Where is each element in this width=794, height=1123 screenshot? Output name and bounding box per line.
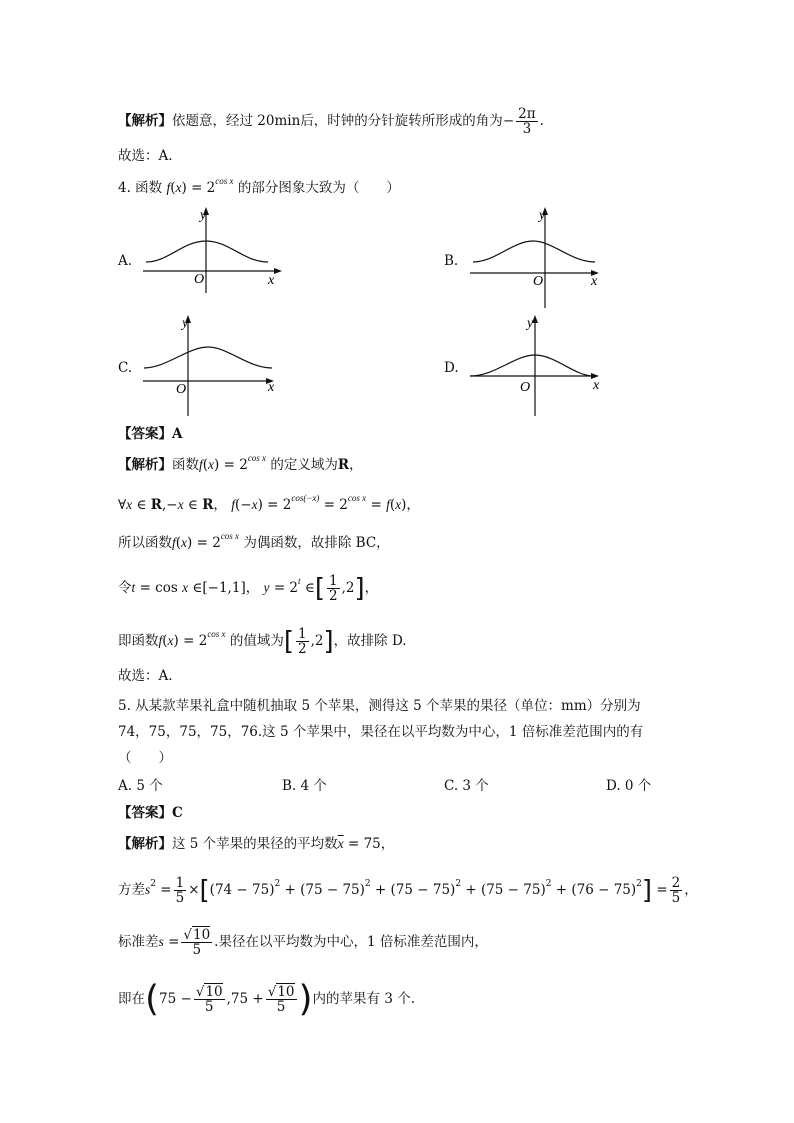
svg-text:x: x [268, 380, 275, 395]
option-a-label: A. [118, 253, 133, 269]
q4-analysis-3: 所以函数$f(x) = 2^{cos x}$ 为偶函数，故排除 BC， [118, 531, 390, 551]
svg-text:O: O [194, 272, 205, 287]
fraction: $\frac{2\pi}{3}$ [518, 106, 536, 137]
svg-text:y: y [539, 208, 546, 223]
q4-analysis-2: ∀x ∈ R,−x ∈ R， $f(-x) = 2^{cos(-x)} = 2^{cos x} = f(x)$， [118, 493, 420, 513]
q4-stem: 4. 函数 $f(x) = 2^{cos x}$ 的部分图象大致为（ ） [118, 176, 400, 196]
svg-text:x: x [591, 274, 598, 289]
q3-analysis: 【解析】依题意，经过 20min后，时钟的分针旋转所形成的角为− $\frac{2\pi}{3}$ . [118, 106, 544, 137]
svg-text:O: O [176, 382, 187, 397]
q4-analysis-4: 令t = cos x ∈[−1,1]， $y = 2^t$ ∈[ $\frac{1}{2}$ ,2]， [118, 573, 379, 604]
svg-text:y: y [527, 316, 534, 331]
svg-text:y: y [200, 208, 207, 223]
q5-analysis-1: 【解析】这 5 个苹果的果径的平均数$\overline{x} = 75$， [118, 836, 395, 852]
graph-a [138, 205, 288, 295]
option-c-label: C. [118, 360, 133, 376]
option-d-label: D. [444, 360, 459, 376]
svg-text:x: x [268, 273, 275, 288]
q4-select: 故选：A. [118, 668, 173, 684]
q5-analysis-4: 即在(75 − $\frac{√10}{5}$ ,75 + $\frac{√10}{5}$ )内的苹果有 3 个. [118, 978, 416, 1020]
svg-text:O: O [520, 380, 531, 395]
q5-analysis-3: 标准差s = $\frac{√10}{5}$ .果径在以平均数为中心，1 倍标准差范围内， [118, 927, 488, 958]
svg-text:x: x [593, 378, 600, 393]
graph-b [465, 205, 615, 310]
q5-stem-3: （ ） [118, 750, 172, 766]
q4-analysis-1: 【解析】函数$f(x) = 2^{cos x}$ 的定义域为R， [118, 453, 363, 473]
svg-text:y: y [182, 316, 189, 331]
q5-option-a: A. 5 个 [118, 778, 163, 794]
q4-analysis-5: 即函数$f(x) = 2^{cos x}$ 的值域为[ $\frac{1}{2}$ ,2]，故排除 D. [118, 626, 407, 657]
q5-option-c: C. 3 个 [444, 778, 489, 794]
q4-answer: 【答案】A [118, 426, 183, 442]
graph-d [465, 313, 615, 418]
q5-answer: 【答案】C [118, 805, 183, 821]
q5-analysis-2: 方差$s^2$ = $\frac{1}{5}$ $\times[(74 - 75)^2 + (75 - 75)^2 + (75 - 75)^2 + (75 - 75)^2 + (76 - 75)^2]$ = $\frac{2}{5}$ ， [118, 875, 698, 906]
q5-stem-2: 74，75，75，75，76.这 5 个苹果中，果径在以平均数为中心，1 倍标准差范围内的有 [118, 724, 644, 740]
svg-text:O: O [533, 274, 544, 289]
q5-option-b: B. 4 个 [282, 778, 327, 794]
q5-option-d: D. 0 个 [606, 778, 652, 794]
q3-select: 故选：A. [118, 148, 173, 164]
option-b-label: B. [444, 253, 459, 269]
graph-c [138, 313, 288, 418]
q5-stem-1: 5. 从某款苹果礼盒中随机抽取 5 个苹果，测得这 5 个苹果的果径（单位：mm）分别为 [118, 698, 641, 714]
